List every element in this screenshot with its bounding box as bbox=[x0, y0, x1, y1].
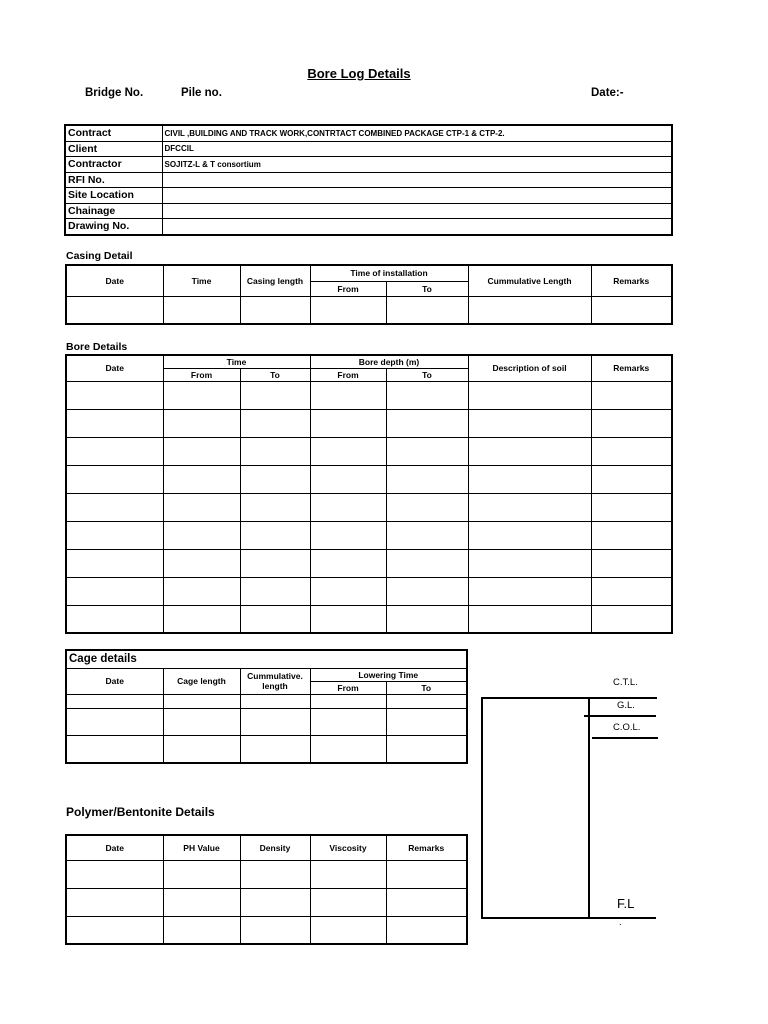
table-cell[interactable] bbox=[386, 605, 468, 633]
info-value[interactable] bbox=[162, 172, 672, 188]
table-cell[interactable] bbox=[310, 605, 386, 633]
polymer-details-title: Polymer/Bentonite Details bbox=[66, 805, 215, 819]
table-cell[interactable] bbox=[240, 437, 310, 465]
table-cell[interactable] bbox=[66, 381, 163, 409]
info-row bbox=[65, 188, 672, 204]
table-cell[interactable] bbox=[386, 465, 468, 493]
casing-detail-title: Casing Detail bbox=[66, 250, 133, 262]
table-cell[interactable] bbox=[310, 381, 386, 409]
table-cell[interactable] bbox=[386, 549, 468, 577]
col-line bbox=[592, 737, 658, 739]
bore-details-table bbox=[65, 354, 673, 634]
info-label: Chainage bbox=[65, 203, 162, 219]
table-cell[interactable] bbox=[591, 493, 672, 521]
bore-col-depth-from: From bbox=[310, 368, 386, 381]
table-row bbox=[66, 409, 672, 437]
table-cell[interactable] bbox=[591, 465, 672, 493]
ctl-label: C.T.L. bbox=[613, 677, 638, 688]
casing-col-remarks: Remarks bbox=[591, 265, 672, 296]
table-row bbox=[66, 521, 672, 549]
info-label: Drawing No. bbox=[65, 219, 162, 235]
table-cell[interactable] bbox=[468, 381, 591, 409]
bore-col-time-to: To bbox=[240, 368, 310, 381]
table-cell[interactable] bbox=[66, 521, 163, 549]
gl-line bbox=[584, 715, 656, 717]
table-row bbox=[66, 381, 672, 409]
bore-col-time: Time bbox=[163, 355, 310, 368]
table-cell[interactable] bbox=[310, 437, 386, 465]
table-cell[interactable] bbox=[240, 605, 310, 633]
table-cell[interactable] bbox=[240, 409, 310, 437]
cage-col-cum-length: Cummulative. length bbox=[240, 668, 310, 694]
info-value[interactable] bbox=[162, 219, 672, 235]
polymer-col-date: Date bbox=[66, 835, 163, 860]
table-cell[interactable] bbox=[591, 549, 672, 577]
project-info-table bbox=[64, 124, 673, 236]
cage-col-date: Date bbox=[66, 668, 163, 694]
bore-col-date: Date bbox=[66, 355, 163, 381]
casing-col-date: Date bbox=[66, 265, 163, 296]
table-cell[interactable] bbox=[310, 549, 386, 577]
cage-details-table bbox=[65, 649, 468, 764]
table-cell[interactable] bbox=[163, 549, 240, 577]
fl-dot: . bbox=[619, 917, 622, 928]
table-cell[interactable] bbox=[386, 381, 468, 409]
info-label: Contract bbox=[65, 125, 162, 141]
info-row bbox=[65, 219, 672, 235]
polymer-col-viscosity: Viscosity bbox=[310, 835, 386, 860]
pile-no-label: Pile no. bbox=[181, 87, 222, 99]
table-cell[interactable] bbox=[591, 521, 672, 549]
table-cell[interactable] bbox=[310, 521, 386, 549]
info-row bbox=[65, 141, 672, 157]
cage-col-to: To bbox=[386, 681, 467, 694]
info-row bbox=[65, 203, 672, 219]
info-row bbox=[65, 157, 672, 173]
page-title: Bore Log Details bbox=[307, 66, 411, 81]
polymer-details-table bbox=[65, 834, 468, 945]
table-row bbox=[66, 577, 672, 605]
bore-details-title: Bore Details bbox=[66, 341, 128, 353]
casing-col-time: Time bbox=[163, 265, 240, 296]
cage-details-title: Cage details bbox=[66, 650, 467, 668]
table-cell[interactable] bbox=[240, 465, 310, 493]
table-cell[interactable] bbox=[66, 465, 163, 493]
casing-col-cum-length: Cummulative Length bbox=[468, 265, 591, 296]
info-row bbox=[65, 125, 672, 141]
table-cell[interactable] bbox=[163, 493, 240, 521]
info-label: Site Location bbox=[65, 188, 162, 204]
table-cell[interactable] bbox=[163, 381, 240, 409]
date-label: Date:- bbox=[591, 87, 624, 99]
table-cell[interactable] bbox=[591, 577, 672, 605]
table-cell[interactable] bbox=[66, 493, 163, 521]
table-cell[interactable] bbox=[240, 549, 310, 577]
table-row bbox=[66, 493, 672, 521]
table-cell[interactable] bbox=[66, 409, 163, 437]
bore-col-depth-to: To bbox=[386, 368, 468, 381]
polymer-col-remarks: Remarks bbox=[386, 835, 467, 860]
table-row bbox=[66, 916, 467, 944]
table-cell[interactable] bbox=[310, 577, 386, 605]
casing-col-length: Casing length bbox=[240, 265, 310, 296]
table-cell[interactable] bbox=[310, 465, 386, 493]
bore-col-time-from: From bbox=[163, 368, 240, 381]
cage-col-lowering: Lowering Time bbox=[310, 668, 467, 681]
info-row bbox=[65, 172, 672, 188]
table-cell[interactable] bbox=[386, 493, 468, 521]
info-value[interactable] bbox=[162, 188, 672, 204]
table-cell[interactable] bbox=[310, 493, 386, 521]
table-row bbox=[66, 860, 467, 888]
polymer-col-density: Density bbox=[240, 835, 310, 860]
table-cell[interactable] bbox=[591, 409, 672, 437]
info-label: Contractor bbox=[65, 157, 162, 173]
bore-col-remarks: Remarks bbox=[591, 355, 672, 381]
polymer-col-ph: PH Value bbox=[163, 835, 240, 860]
table-cell[interactable] bbox=[591, 605, 672, 633]
cage-col-length: Cage length bbox=[163, 668, 240, 694]
table-cell[interactable] bbox=[386, 409, 468, 437]
table-cell[interactable] bbox=[163, 605, 240, 633]
table-cell[interactable] bbox=[468, 493, 591, 521]
table-cell[interactable] bbox=[468, 437, 591, 465]
table-cell[interactable] bbox=[386, 577, 468, 605]
table-cell[interactable] bbox=[163, 521, 240, 549]
table-cell[interactable] bbox=[163, 465, 240, 493]
bore-col-desc: Description of soil bbox=[468, 355, 591, 381]
info-value[interactable]: SOJITZ-L & T consortium bbox=[162, 157, 672, 173]
table-cell[interactable] bbox=[163, 409, 240, 437]
table-cell[interactable] bbox=[591, 437, 672, 465]
casing-detail-table bbox=[65, 264, 673, 325]
table-cell[interactable] bbox=[386, 437, 468, 465]
table-cell[interactable] bbox=[66, 437, 163, 465]
table-row bbox=[66, 694, 467, 708]
table-cell[interactable] bbox=[468, 549, 591, 577]
table-cell[interactable] bbox=[310, 409, 386, 437]
table-cell[interactable] bbox=[66, 577, 163, 605]
bore-col-depth: Bore depth (m) bbox=[310, 355, 468, 368]
casing-col-from: From bbox=[310, 281, 386, 296]
table-row bbox=[66, 708, 467, 735]
table-row bbox=[66, 735, 467, 763]
info-label: Client bbox=[65, 141, 162, 157]
table-cell[interactable] bbox=[468, 605, 591, 633]
info-value[interactable]: CIVIL ,BUILDING AND TRACK WORK,CONTRTACT COMBINED PACKAGE CTP-1 & CTP-2. bbox=[162, 125, 672, 141]
table-row bbox=[66, 549, 672, 577]
info-label: RFI No. bbox=[65, 172, 162, 188]
table-cell[interactable] bbox=[468, 465, 591, 493]
table-row bbox=[66, 605, 672, 633]
table-cell[interactable] bbox=[66, 549, 163, 577]
info-value[interactable]: DFCCIL bbox=[162, 141, 672, 157]
table-cell[interactable] bbox=[163, 577, 240, 605]
table-row bbox=[66, 296, 672, 324]
casing-col-time-install: Time of installation bbox=[310, 265, 468, 281]
table-cell[interactable] bbox=[468, 409, 591, 437]
table-cell[interactable] bbox=[240, 577, 310, 605]
table-row bbox=[66, 437, 672, 465]
table-row bbox=[66, 888, 467, 916]
table-cell[interactable] bbox=[240, 381, 310, 409]
fl-label: F.L bbox=[617, 896, 635, 911]
table-cell[interactable] bbox=[468, 521, 591, 549]
table-cell[interactable] bbox=[240, 521, 310, 549]
col-label: C.O.L. bbox=[613, 722, 641, 733]
gl-label: G.L. bbox=[617, 700, 635, 711]
table-row bbox=[66, 465, 672, 493]
table-cell[interactable] bbox=[468, 577, 591, 605]
table-cell[interactable] bbox=[386, 521, 468, 549]
cage-col-from: From bbox=[310, 681, 386, 694]
pile-outline bbox=[481, 697, 590, 919]
table-cell[interactable] bbox=[163, 437, 240, 465]
table-cell[interactable] bbox=[591, 381, 672, 409]
bridge-no-label: Bridge No. bbox=[85, 87, 144, 99]
table-cell[interactable] bbox=[66, 605, 163, 633]
info-value[interactable] bbox=[162, 203, 672, 219]
ctl-line bbox=[481, 697, 657, 699]
casing-col-to: To bbox=[386, 281, 468, 296]
table-cell[interactable] bbox=[240, 493, 310, 521]
